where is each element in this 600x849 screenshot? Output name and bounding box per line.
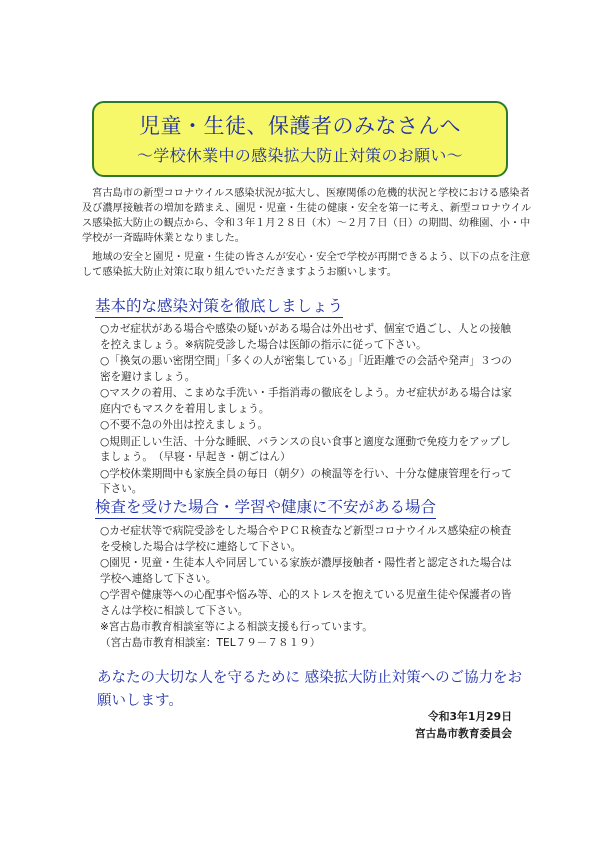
- section1-heading: [95, 296, 343, 318]
- list-item: ○「換気の悪い密閉空間」「多くの人が密集している」「近距離での会話や発声」３つの密を避けましょう。: [100, 355, 512, 383]
- issue-date: 令和3年1月29日: [427, 710, 512, 723]
- list-item: ○マスクの着用、こまめな手洗い・手指消毒の徹底をしよう。カゼ症状がある場合は家庭内でもマスクを着用しましょう。: [100, 387, 512, 415]
- intro-paragraph-2: 地域の安全と園児・児童・生徒の皆さんが安心・安全で学校が再開できるよう、以下の点を注意して感染拡大防止対策に取り組んでいただきますようお願いします。: [82, 252, 531, 278]
- list-item: ○カゼ症状がある場合や感染の疑いがある場合は外出せず、個室で過ごし、人との接触を控えましょう。※病院受診した場合は医師の指示に従って下さい。: [100, 323, 511, 351]
- intro-paragraph-1: 宮古島市の新型コロナウイルス感染状況が拡大し、医療関係の危機的状況と学校における感染者及び濃厚接触者の増加を踏まえ、園児・児童・生徒の健康・安全を第一に考え、新型コロナウイルス感染拡大防止の観点から、令和３年１月２８日（木）～２月７日（日）の期間、幼稚園、小・中学校が一斉臨時休業となりました。: [82, 188, 532, 244]
- section1-underline: [95, 317, 343, 318]
- list-item: ○学習や健康等への心配事や悩み等、心的ストレスを抱えている児童生徒や保護者の皆さんは学校に相談して下さい。: [100, 589, 512, 617]
- note-line-1: ※宮古島市教育相談室等による相談支援も行っています。: [100, 621, 373, 633]
- section2-list: [100, 524, 520, 620]
- note-line-2: （宮古島市教育相談室：TEL７９－７８１９）: [100, 636, 321, 649]
- list-item: ○規則正しい生活、十分な睡眠、バランスの良い食事と適度な運動で免疫力をアップしましょう。 （早寝・早起き・朝ごはん）: [100, 435, 511, 463]
- intro-text: [82, 186, 538, 280]
- signature-block: [415, 708, 512, 742]
- section1-heading-text: 基本的な感染対策を徹底しましょう: [95, 297, 344, 315]
- section1-list: [100, 322, 520, 499]
- list-item: ○園児・児童・生徒本人や同居している家族が濃厚接触者・陽性者と認定された場合は学校へ連絡して下さい。: [100, 557, 512, 585]
- section2-underline: [95, 518, 436, 519]
- title-box: [92, 101, 508, 177]
- closing-message: あなたの大切な人を守るために 感染拡大防止対策へのご協力をお願いします。: [97, 670, 523, 709]
- page-title: 児童・生徒、保護者のみなさんへ: [138, 114, 462, 138]
- list-item: ○学校休業期間中も家族全員の毎日（朝夕）の検温等を行い、十分な健康管理を行って下さい。: [100, 467, 512, 495]
- page-subtitle: ～学校休業中の感染拡大防止対策のお願い～: [136, 146, 463, 165]
- section2-heading-text: 検査を受けた場合・学習や健康に不安がある場合: [95, 498, 437, 516]
- list-item: ○カゼ症状等で病院受診をした場合やＰＣＲ検査など新型コロナウイルス感染症の検査を受検した場合は学校に連絡して下さい。: [100, 525, 512, 553]
- section2-heading: [95, 497, 436, 519]
- list-item: ○不要不急の外出は控えましょう。: [100, 419, 269, 431]
- issuer-name: 宮古島市教育委員会: [414, 727, 512, 740]
- consultation-note: [100, 620, 520, 651]
